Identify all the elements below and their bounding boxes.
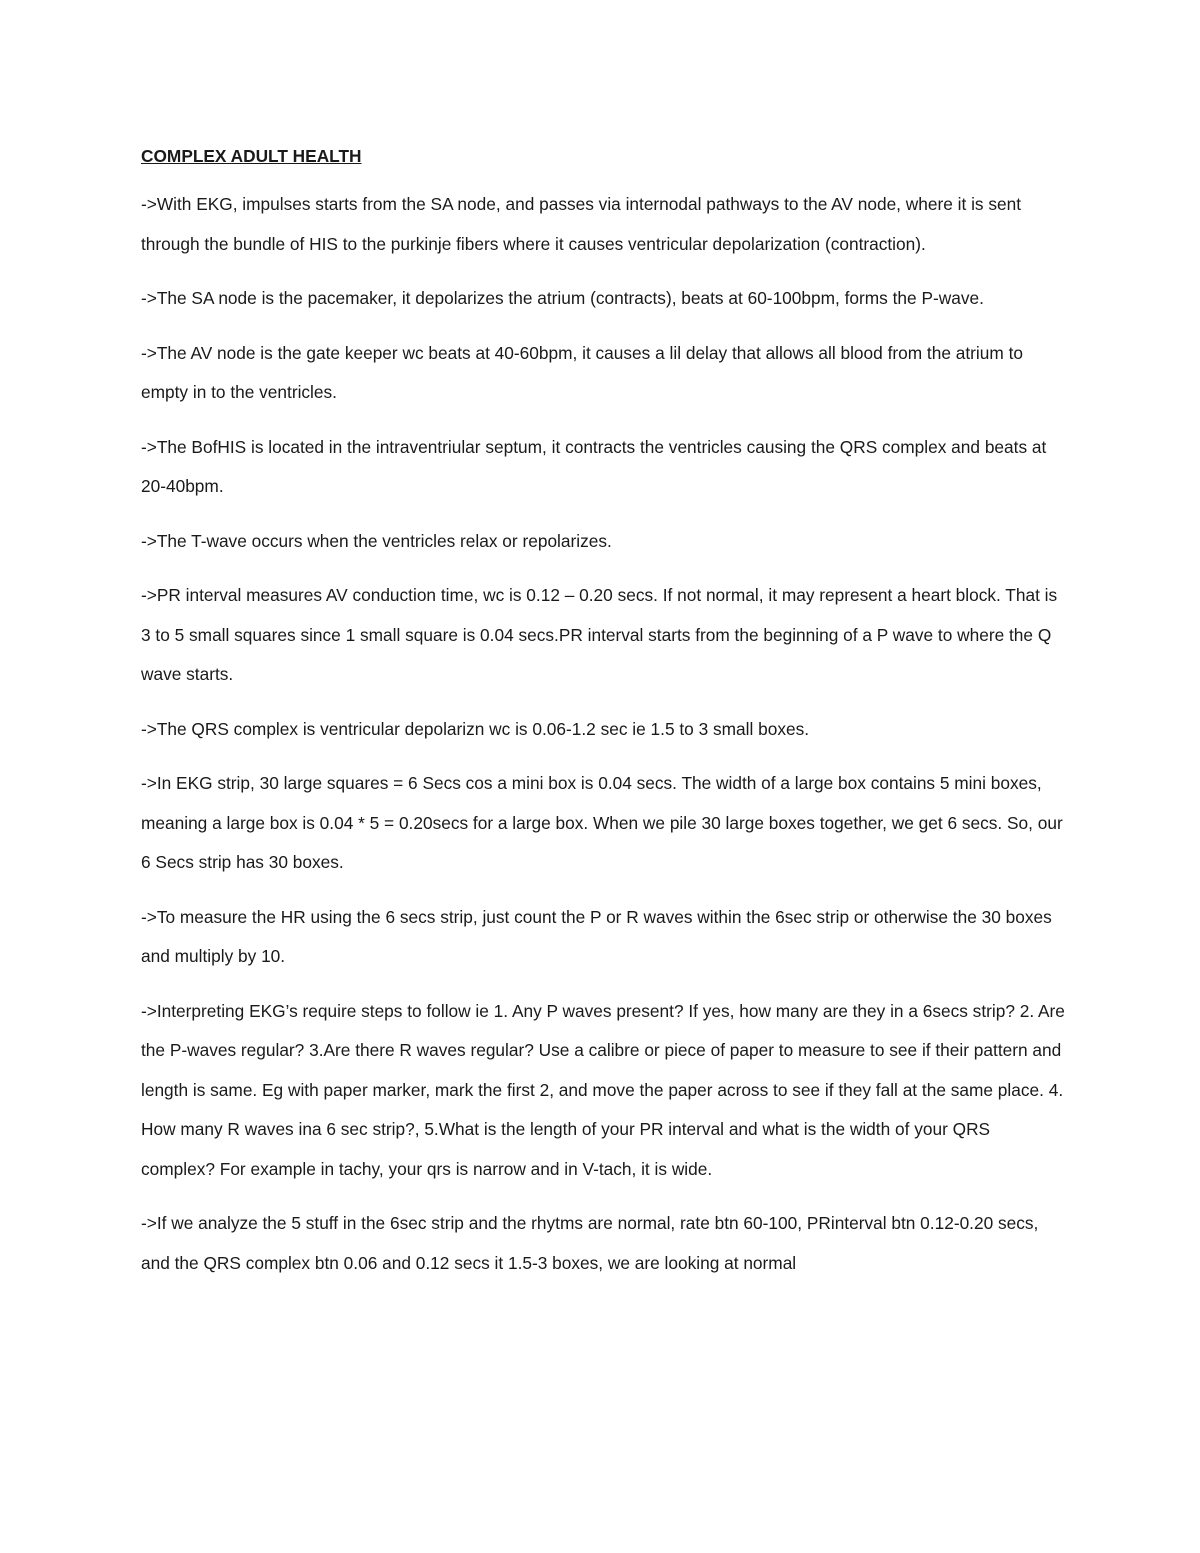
paragraph-qrs-complex: ->The QRS complex is ventricular depolarizn wc is 0.06-1.2 sec ie 1.5 to 3 small boxes. — [141, 718, 810, 739]
paragraph-heart-rate: ->To measure the HR using the 6 secs strip, just count the P or R waves within the 6sec strip or otherwise the 30 boxes and multiply by 10. — [141, 906, 1052, 966]
paragraph-bundle-of-his: ->The BofHIS is located in the intraventriular septum, it contracts the ventricles causing the QRS complex and beats at 20-40bpm. — [141, 436, 1047, 496]
paragraph-pr-interval: ->PR interval measures AV conduction time, wc is 0.12 – 0.20 secs. If not normal, it may represent a heart block. That is 3 to 5 small squares since 1 small square is 0.04 secs.PR interval starts from the beginning of a P wave to where the Q wave starts. — [141, 585, 1058, 684]
paragraph-interpreting-ekg: ->Interpreting EKG’s require steps to follow ie 1. Any P waves present? If yes, how many are they in a 6secs strip? 2. Are the P-waves regular? 3.Are there R waves regular? Use a calibre or piece of paper to measure to see if their pattern and length is same. Eg with paper marker, mark the first 2, and move the paper across to see if they fall at the same place. 4. How many R waves ina 6 sec strip?, 5.What is the length of your PR interval and what is the width of your QRS complex? For example in tachy, your qrs is narrow and in V-tach, it is wide. — [141, 1000, 1065, 1179]
paragraph-sa-node: ->The SA node is the pacemaker, it depolarizes the atrium (contracts), beats at 60-100bpm, forms the P-wave. — [141, 288, 984, 308]
paragraph-ekg-conduction: ->With EKG, impulses starts from the SA node, and passes via internodal pathways to the AV node, where it is sent through the bundle of HIS to the purkinje fibers where it causes ventricular depolarization (contraction). — [141, 194, 1022, 254]
document-title: COMPLEX ADULT HEALTH — [141, 146, 362, 166]
paragraph-av-node: ->The AV node is the gate keeper wc beats at 40-60bpm, it causes a lil delay that allows all blood from the atrium to empty in to the ventricles. — [141, 342, 1023, 402]
paragraph-normal-rhythm: ->If we analyze the 5 stuff in the 6sec strip and the rhytms are normal, rate btn 60-100, PRinterval btn 0.12-0.20 secs, and the QRS complex btn 0.06 and 0.12 secs it 1.5-3 boxes, we are looking at normal — [141, 1213, 1039, 1273]
document-body — [141, 143, 1066, 1298]
paragraph-ekg-strip: ->In EKG strip, 30 large squares = 6 Secs cos a mini box is 0.04 secs. The width of a large box contains 5 mini boxes, meaning a large box is 0.04 * 5 = 0.20secs for a large box. When we pile 30 large boxes together, we get 6 secs. So, our 6 Secs strip has 30 boxes. — [141, 773, 1063, 872]
paragraph-t-wave: ->The T-wave occurs when the ventricles relax or repolarizes. — [141, 530, 612, 551]
